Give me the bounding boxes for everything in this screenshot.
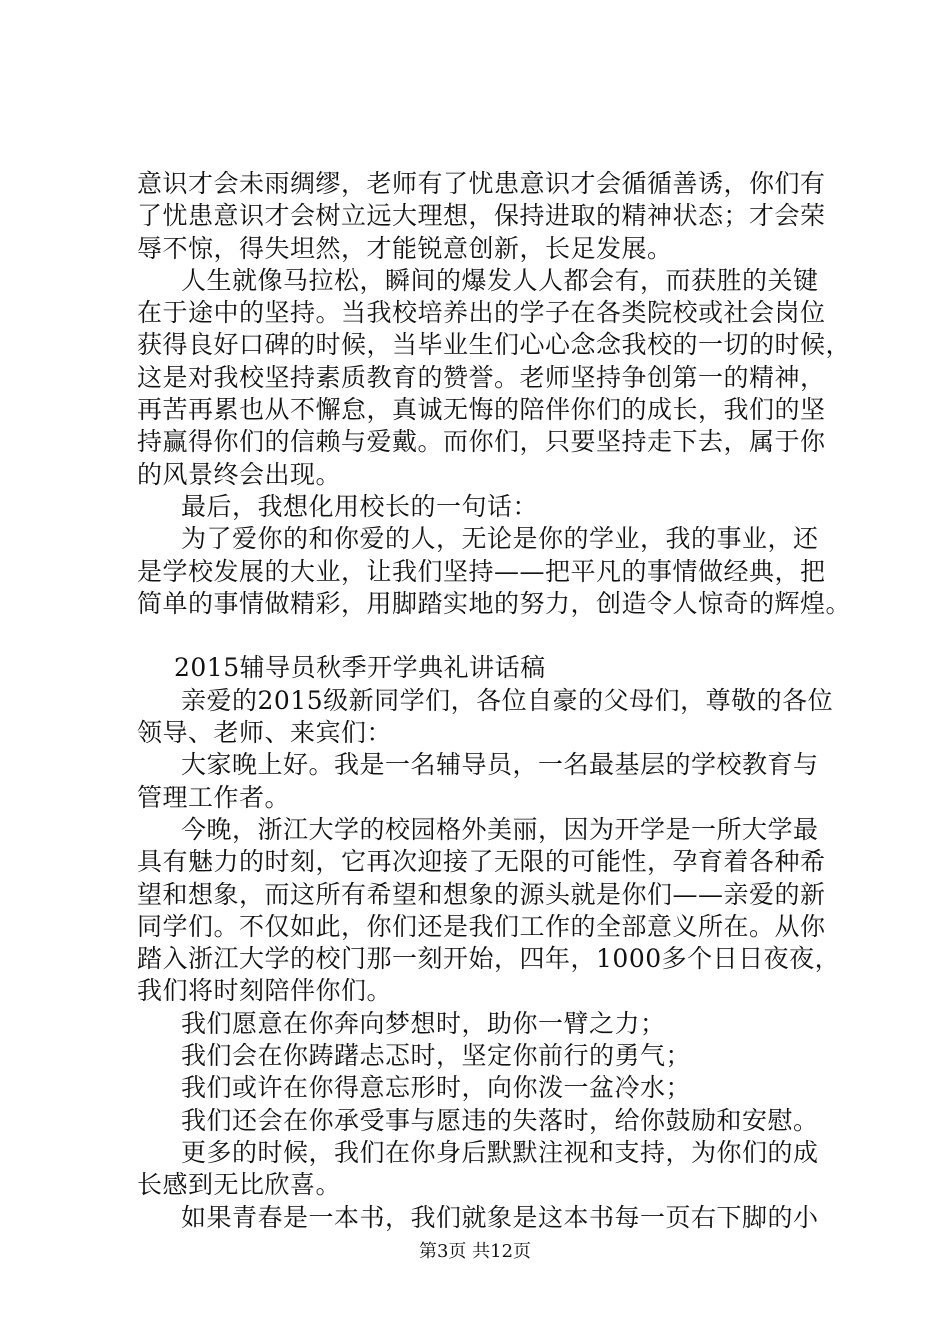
text-line: 今晚，浙江大学的校园格外美丽，因为开学是一所大学最 [181, 814, 819, 844]
text-line: 持赢得你们的信赖与爱戴。而你们，只要坚持走下去，属于你 [137, 427, 826, 457]
text-line: 亲爱的2015级新同学们，各位自豪的父母们，尊敬的各位 [181, 685, 834, 715]
body-text [137, 168, 857, 1234]
text-line: 为了爱你的和你爱的人，无论是你的学业，我的事业，还 [181, 524, 819, 554]
text-line: 是学校发展的大业，让我们坚持——把平凡的事情做经典，把 [137, 556, 826, 586]
text-line: 长感到无比欣喜。 [137, 1170, 342, 1200]
text-line: 大家晚上好。我是一名辅导员，一名最基层的学校教育与 [181, 750, 819, 780]
text-line: 望和想象，而这所有希望和想象的源头就是你们——亲爱的新 [137, 879, 826, 909]
page-footer: 第3页 共12页 [418, 1241, 532, 1262]
text-line: 我们会在你踌躇忐忑时，坚定你前行的勇气； [181, 1041, 692, 1071]
text-line: 了忧患意识才会树立远大理想，保持进取的精神状态；才会荣 [137, 201, 826, 231]
text-line: 最后，我想化用校长的一句话： [181, 491, 539, 521]
text-line: 我们还会在你承受事与愿违的失落时，给你鼓励和安慰。 [181, 1105, 819, 1135]
text-line: 辱不惊，得失坦然，才能锐意创新，长足发展。 [137, 233, 673, 263]
text-line: 获得良好口碑的时候，当毕业生们心心念念我校的一切的时候， [137, 330, 852, 360]
text-line: 再苦再累也从不懈怠，真诚无悔的陪伴你们的成长，我们的坚 [137, 395, 826, 425]
text-line: 的风景终会出现。 [137, 459, 342, 489]
text-line: 我们愿意在你奔向梦想时，助你一臂之力； [181, 1008, 666, 1038]
text-line: 意识才会未雨绸缪，老师有了忧患意识才会循循善诱，你们有 [137, 169, 826, 198]
text-line: 如果青春是一本书，我们就象是这本书每一页右下脚的小 [181, 1202, 819, 1232]
text-line: 简单的事情做精彩，用脚踏实地的努力，创造令人惊奇的辉煌。 [137, 588, 852, 618]
text-line: 领导、老师、来宾们： [137, 718, 393, 748]
text-line: 同学们。不仅如此，你们还是我们工作的全部意义所在。从你 [137, 911, 826, 941]
text-line: 踏入浙江大学的校门那一刻开始，四年，1000多个日日夜夜， [137, 944, 841, 974]
text-line: 在于途中的坚持。当我校培养出的学子在各类院校或社会岗位 [137, 298, 826, 328]
text-line: 管理工作者。 [137, 782, 291, 812]
text-line: 这是对我校坚持素质教育的赞誉。老师坚持争创第一的精神， [137, 362, 826, 392]
section-title: 2015辅导员秋季开学典礼讲话稿 [174, 653, 546, 683]
text-line: 人生就像马拉松，瞬间的爆发人人都会有，而获胜的关键 [181, 265, 819, 295]
text-line: 我们将时刻陪伴你们。 [137, 976, 393, 1006]
blank-line [137, 620, 857, 652]
text-line: 更多的时候，我们在你身后默默注视和支持，为你们的成 [181, 1137, 819, 1167]
text-line: 具有魅力的时刻，它再次迎接了无限的可能性，孕育着各种希 [137, 847, 826, 877]
text-line: 我们或许在你得意忘形时，向你泼一盆冷水； [181, 1073, 692, 1103]
